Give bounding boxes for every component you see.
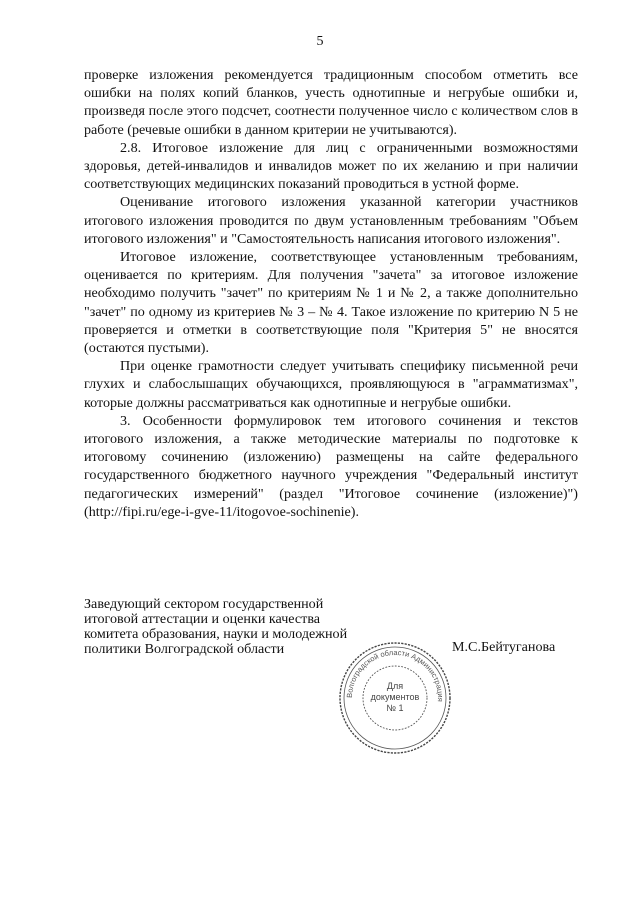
signatory-name: М.С.Бейтуганова — [452, 639, 556, 655]
stamp-line: № 1 — [386, 703, 404, 713]
stamp-line: документов — [370, 692, 420, 702]
page-number: 5 — [316, 34, 324, 49]
signature-line: комитета образования, науки и молодежной — [84, 626, 348, 642]
stamp-ring-text: Волгоградской области Администрация — [344, 647, 446, 703]
paragraph-literacy: При оценке грамотности следует учитывать специфику письменной речи глухих и слабослышащих обучающихся, проявляющуюся в "аграмматизмах", которые должны рассматриваться как однотипные и негрубые ошибки. — [84, 358, 578, 411]
paragraph-evaluation: Оценивание итогового изложения указанной категории участников итогового изложения проводится по двум установленным требованиям "Объем итогового изложения" и "Самостоятельность написания итогового изложения". — [84, 194, 578, 247]
official-stamp — [336, 639, 454, 757]
stamp-line: Для — [386, 681, 404, 691]
paragraph-criteria: Итоговое изложение, соответствующее установленным требованиям, оценивается по критериям. Для получения "зачета" за итоговое изложение необходимо получить "зачет" по критериям № 1 и № 2, а также дополнительно "зачет" по одному из критериев № 3 – № 4. Такое изложение по критерию N 5 не проверяется и отметки в соответствующие поля "Критерия 5" не вносятся (остаются пустыми). — [84, 249, 578, 357]
paragraph-2-8: 2.8. Итоговое изложение для лиц с ограниченными возможностями здоровья, детей-инвалидов и инвалидов может по их желанию и при наличии соответствующих медицинских показаний проводиться в устной форме. — [84, 139, 578, 193]
signature-line: Заведующий сектором государственной — [84, 596, 324, 612]
paragraph-continuation: проверке изложения рекомендуется традиционным способом отметить все ошибки на полях копий бланков, учесть однотипные и негрубые ошибки и, произведя после этого подсчет, соотнести полученное число с количеством слов в работе (речевые ошибки в данном критерии не учитываются). — [84, 67, 578, 138]
paragraph-3: 3. Особенности формулировок тем итогового сочинения и текстов итогового изложения, а также методические материалы по подготовке к итоговому сочинению (изложению) размещены на сайте федерального государственного бюджетного научного учреждения "Федеральный институт педагогических измерений" (раздел "Итоговое сочинение (изложение)") (http://fipi.ru/ege-i-gve-11/itogovoe-sochinenie). — [84, 412, 578, 520]
body-text — [84, 66, 578, 521]
signature-line: итоговой аттестации и оценки качества — [84, 611, 321, 627]
signature-line: политики Волгоградской области — [84, 641, 285, 657]
